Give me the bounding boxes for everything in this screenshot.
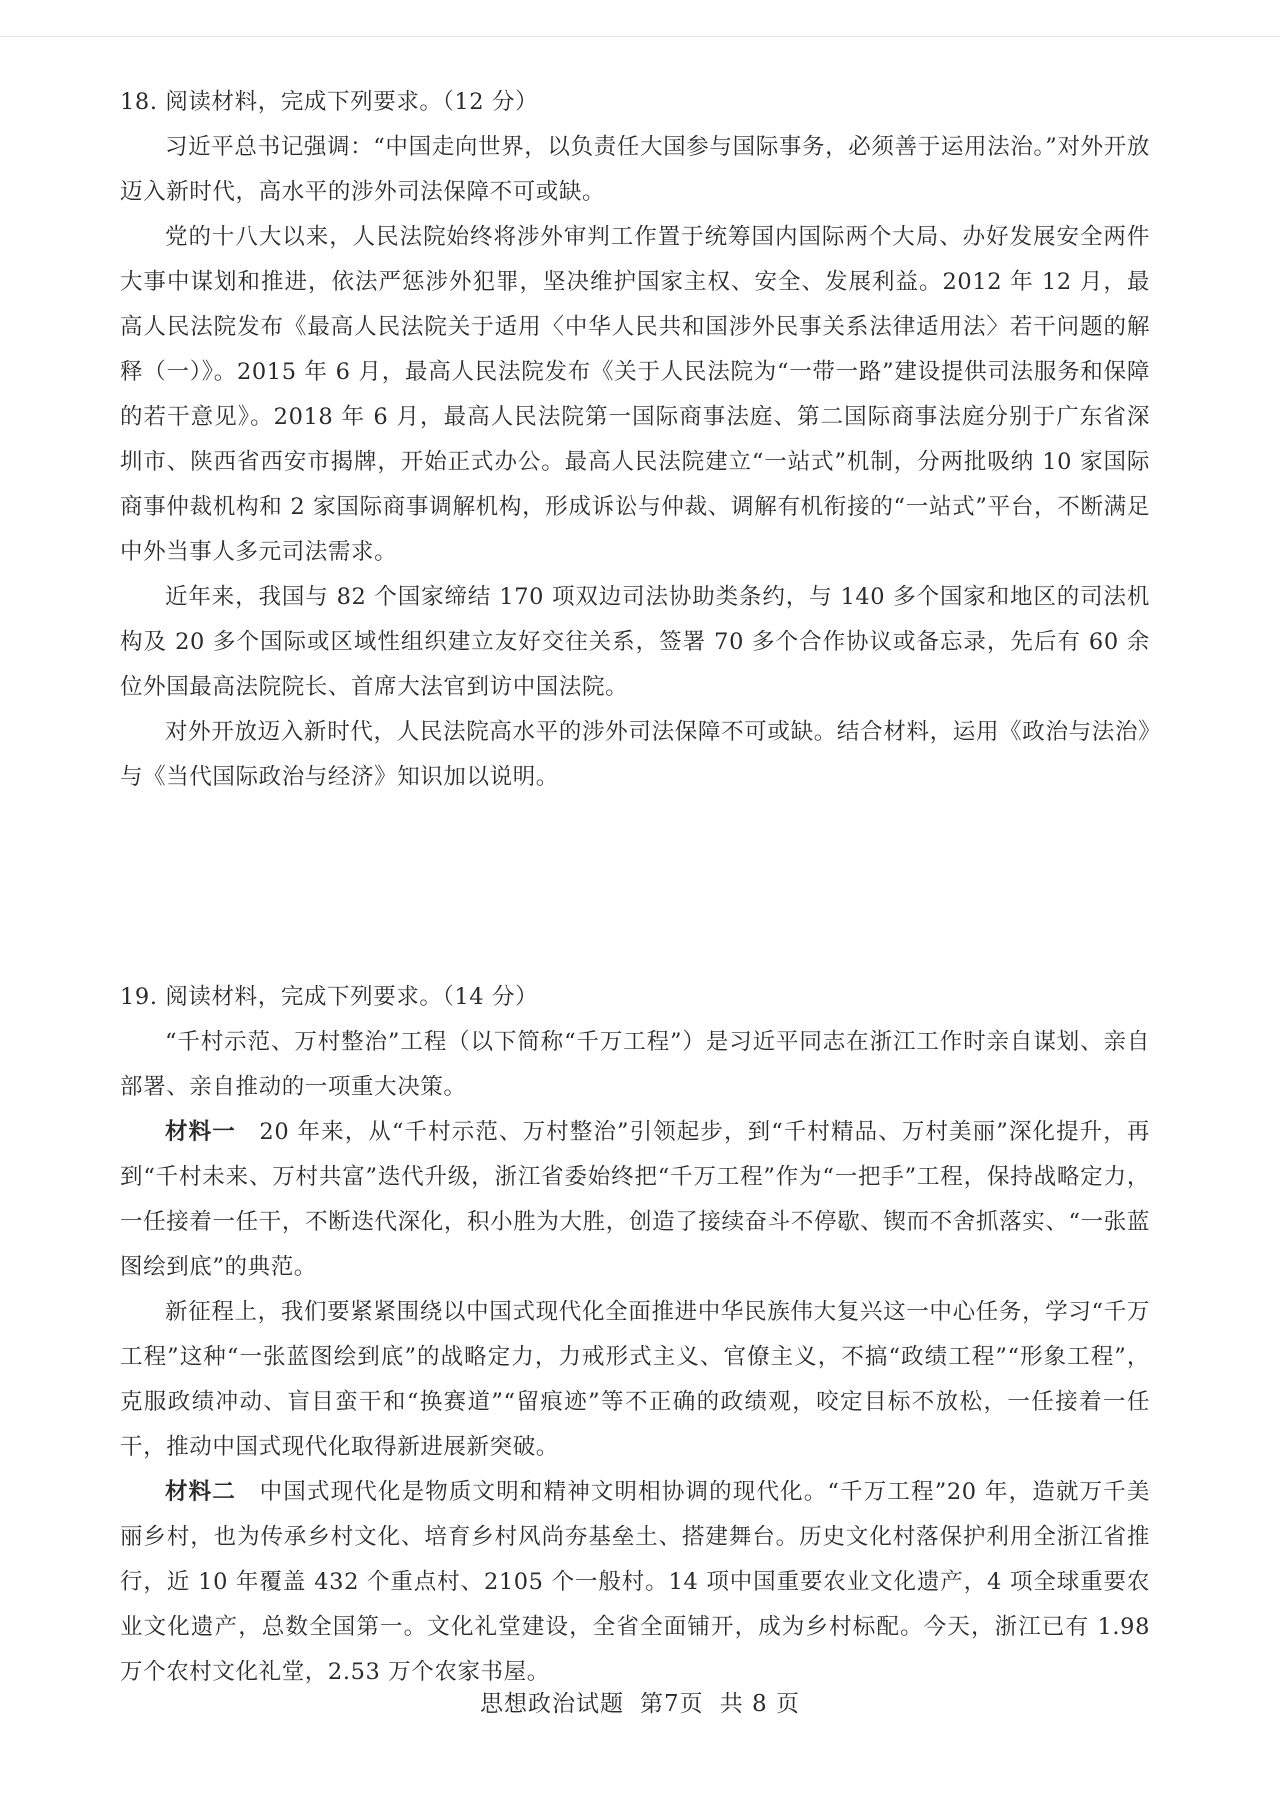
- question-19-heading: 19. 阅读材料，完成下列要求。（14 分）: [120, 984, 539, 1010]
- q19-material-2: [120, 1470, 1150, 1695]
- material-2-label: 材料二: [165, 1479, 236, 1505]
- q19-paragraph-2: 新征程上，我们要紧紧围绕以中国式现代化全面推进中华民族伟大复兴这一中心任务，学习“千万工程”这种“一张蓝图绘到底”的战略定力，力戒形式主义、官僚主义，不搞“政绩工程”“形象工程”，克服政绩冲动、盲目蛮干和“换赛道”“留痕迹”等不正确的政绩观，咬定目标不放松，一任接着一任干，推动中国式现代化取得新进展新突破。: [120, 1299, 1150, 1460]
- question-18: [120, 80, 1150, 800]
- material-1-text: 20 年来，从“千村示范、万村整治”引领起步，到“千村精品、万村美丽”深化提升，再到“千村未来、万村共富”迭代升级，浙江省委始终把“千万工程”作为“一把手”工程，保持战略定力，一任接着一任干，不断迭代深化，积小胜为大胜，创造了接续奋斗不停歇、锲而不舍抓落实、“一张蓝图绘到底”的典范。: [120, 1119, 1150, 1280]
- q19-material-1: [120, 1110, 1150, 1290]
- q19-intro: “千村示范、万村整治”工程（以下简称“千万工程”）是习近平同志在浙江工作时亲自谋划、亲自部署、亲自推动的一项重大决策。: [120, 1029, 1150, 1100]
- exam-page: [120, 80, 1160, 1760]
- question-19: [120, 975, 1150, 1695]
- q18-paragraph-3: 近年来，我国与 82 个国家缔结 170 项双边司法协助类条约，与 140 多个国家和地区的司法机构及 20 多个国际或区域性组织建立友好交往关系，签署 70 多个合作协议或备忘录，先后有 60 余位外国最高法院院长、首席大法官到访中国法院。: [120, 584, 1150, 700]
- q18-paragraph-1: 习近平总书记强调：“中国走向世界，以负责任大国参与国际事务，必须善于运用法治。”对外开放迈入新时代，高水平的涉外司法保障不可或缺。: [120, 134, 1150, 205]
- page-top-border: [0, 36, 1280, 37]
- q18-paragraph-2: 党的十八大以来，人民法院始终将涉外审判工作置于统筹国内国际两个大局、办好发展安全两件大事中谋划和推进，依法严惩涉外犯罪，坚决维护国家主权、安全、发展利益。2012 年 12 月，最高人民法院发布《最高人民法院关于适用〈中华人民共和国涉外民事关系法律适用法〉若干问题的解释（一）》。2015 年 6 月，最高人民法院发布《关于人民法院为“一带一路”建设提供司法服务和保障的若干意见》。2018 年 6 月，最高人民法院第一国际商事法庭、第二国际商事法庭分别于广东省深圳市、陕西省西安市揭牌，开始正式办公。最高人民法院建立“一站式”机制，分两批吸纳 10 家国际商事仲裁机构和 2 家国际商事调解机构，形成诉讼与仲裁、调解有机衔接的“一站式”平台，不断满足中外当事人多元司法需求。: [120, 224, 1150, 565]
- material-1-label: 材料一: [165, 1119, 236, 1145]
- q18-task: 对外开放迈入新时代，人民法院高水平的涉外司法保障不可或缺。结合材料，运用《政治与法治》与《当代国际政治与经济》知识加以说明。: [120, 719, 1150, 790]
- page-footer: [0, 1685, 1280, 1718]
- footer-total-pages: 共 8 页: [719, 1691, 800, 1717]
- footer-page-number: 第7页: [640, 1691, 704, 1717]
- question-18-heading: 18. 阅读材料，完成下列要求。（12 分）: [120, 89, 539, 115]
- footer-title: 思想政治试题: [480, 1691, 625, 1717]
- material-2-text: 中国式现代化是物质文明和精神文明相协调的现代化。“千万工程”20 年，造就万千美丽乡村，也为传承乡村文化、培育乡村风尚夯基垒土、搭建舞台。历史文化村落保护利用全浙江省推行，近 10 年覆盖 432 个重点村、2105 个一般村。14 项中国重要农业文化遗产，4 项全球重要农业文化遗产，总数全国第一。文化礼堂建设，全省全面铺开，成为乡村标配。今天，浙江已有 1.98 万个农村文化礼堂，2.53 万个农家书屋。: [120, 1479, 1150, 1685]
